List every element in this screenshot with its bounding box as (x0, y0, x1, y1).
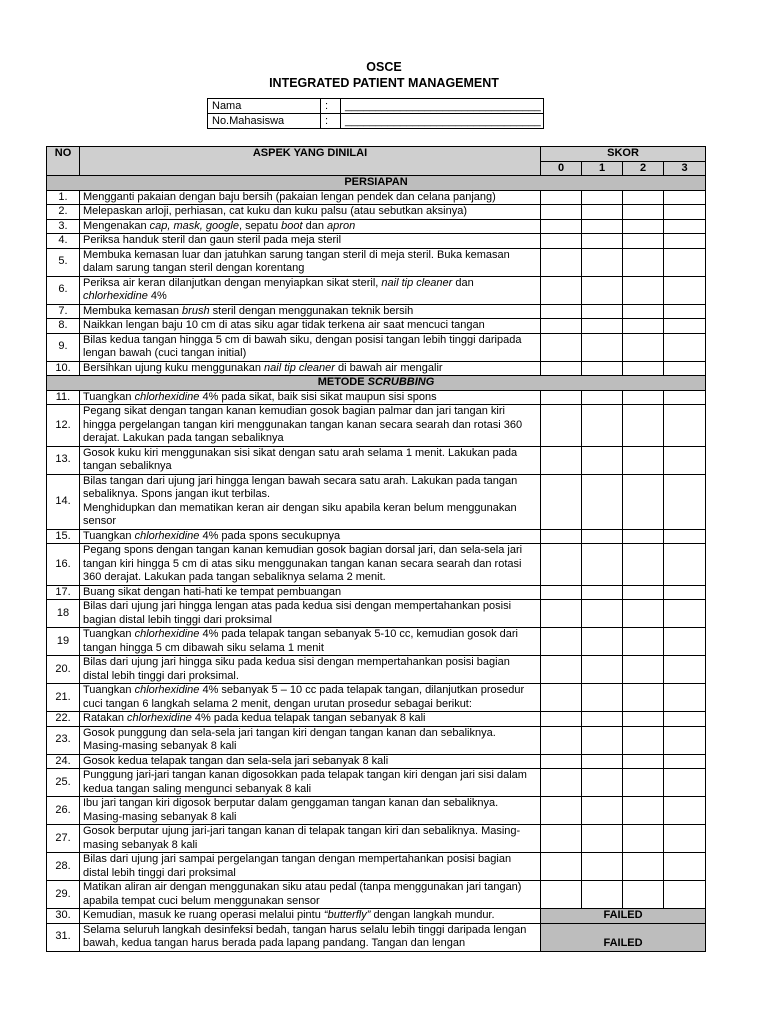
item-number: 21. (47, 684, 80, 712)
item-number: 16. (47, 544, 80, 586)
item-number: 22. (47, 712, 80, 727)
score-cell-0[interactable] (541, 219, 582, 234)
checklist-row (47, 923, 706, 951)
score-cell-2[interactable] (623, 405, 664, 447)
item-description: Naikkan lengan baju 10 cm di atas siku agar tidak terkena air saat mencuci tangan (80, 319, 541, 334)
score-cell-0[interactable] (541, 304, 582, 319)
item-description: Tuangkan chlorhexidine 4% sebanyak 5 – 10 cc pada telapak tangan, dilanjutkan prosedur cuci tangan 6 langkah selama 2 menit, dengan urutan prosedur sebagai berikut: (80, 684, 541, 712)
item-number: 3. (47, 219, 80, 234)
item-description: Melepaskan arloji, perhiasan, cat kuku dan kuku palsu (atau sebutkan aksinya) (80, 205, 541, 220)
item-description: Pegang spons dengan tangan kanan kemudian gosok bagian dorsal jari, dan sela-sela jari tangan kiri hingga 5 cm di atas siku menggunakan tangan kanan secara searah dan rotasi 360 derajat. Lakukan pada tangan sebaliknya selama 2 menit. (80, 544, 541, 586)
score-cell-2[interactable] (623, 544, 664, 586)
item-number: 12. (47, 405, 80, 447)
item-number: 18 (47, 600, 80, 628)
score-cell-0[interactable] (541, 684, 582, 712)
item-description: Matikan aliran air dengan menggunakan siku atau pedal (tanpa menggunakan jari tangan) apabila tempat cuci belum menggunakan sensor (80, 881, 541, 909)
score-cell-2[interactable] (623, 529, 664, 544)
score-cell-1[interactable] (582, 219, 623, 234)
score-cell-3[interactable] (664, 684, 706, 712)
checklist-row (47, 390, 706, 405)
item-number: 4. (47, 234, 80, 249)
score-cell-1[interactable] (582, 205, 623, 220)
checklist-row (47, 712, 706, 727)
item-number: 13. (47, 446, 80, 474)
checklist-row (47, 797, 706, 825)
column-header-score: SKOR (541, 147, 706, 162)
score-cell-1[interactable] (582, 656, 623, 684)
score-cell-1[interactable] (582, 446, 623, 474)
checklist-row (47, 881, 706, 909)
score-cell-0[interactable] (541, 726, 582, 754)
score-cell-2[interactable] (623, 248, 664, 276)
item-number: 29. (47, 881, 80, 909)
checklist-row (47, 205, 706, 220)
section-title: METODE SCRUBBING (47, 376, 706, 391)
score-cell-2[interactable] (623, 628, 664, 656)
score-cell-0[interactable] (541, 529, 582, 544)
score-cell-2[interactable] (623, 219, 664, 234)
item-description: Mengganti pakaian dengan baju bersih (pakaian lengan pendek dan celana panjang) (80, 190, 541, 205)
checklist-row (47, 684, 706, 712)
score-cell-0[interactable] (541, 825, 582, 853)
score-cell-2[interactable] (623, 234, 664, 249)
score-cell-1[interactable] (582, 190, 623, 205)
score-cell-2[interactable] (623, 304, 664, 319)
checklist-row (47, 600, 706, 628)
score-cell-1[interactable] (582, 276, 623, 304)
item-number: 1. (47, 190, 80, 205)
checklist-row (47, 190, 706, 205)
checklist-row (47, 769, 706, 797)
item-number: 11. (47, 390, 80, 405)
item-description: Tuangkan chlorhexidine 4% pada sikat, baik sisi sikat maupun sisi spons (80, 390, 541, 405)
score-cell-3[interactable] (664, 797, 706, 825)
score-cell-2[interactable] (623, 446, 664, 474)
item-description: Ratakan chlorhexidine 4% pada kedua telapak tangan sebanyak 8 kali (80, 712, 541, 727)
checklist-row (47, 909, 706, 924)
item-description: Bilas kedua tangan hingga 5 cm di bawah siku, dengan posisi tangan lebih tinggi daripada lengan bawah (cuci tangan initial) (80, 333, 541, 361)
item-number: 10. (47, 361, 80, 376)
score-cell-0[interactable] (541, 474, 582, 529)
checklist-row (47, 446, 706, 474)
score-header-3: 3 (664, 161, 706, 176)
score-cell-0[interactable] (541, 390, 582, 405)
score-cell-2[interactable] (623, 319, 664, 334)
item-description: Gosok kedua telapak tangan dan sela-sela jari sebanyak 8 kali (80, 754, 541, 769)
score-cell-2[interactable] (623, 205, 664, 220)
item-number: 26. (47, 797, 80, 825)
score-cell-0[interactable] (541, 544, 582, 586)
document-subtitle: INTEGRATED PATIENT MANAGEMENT (269, 76, 499, 90)
score-cell-2[interactable] (623, 190, 664, 205)
score-cell-0[interactable] (541, 319, 582, 334)
item-description: Periksa air keran dilanjutkan dengan menyiapkan sikat steril, nail tip cleaner dan chlorhexidine 4% (80, 276, 541, 304)
item-number: 23. (47, 726, 80, 754)
item-number: 6. (47, 276, 80, 304)
checklist-row (47, 361, 706, 376)
score-cell-1[interactable] (582, 797, 623, 825)
student-number-field[interactable]: ________________________________ (341, 114, 544, 129)
item-number: 30. (47, 909, 80, 924)
checklist-row (47, 319, 706, 334)
score-cell-2[interactable] (623, 276, 664, 304)
score-cell-3[interactable] (664, 726, 706, 754)
item-description: Selama seluruh langkah desinfeksi bedah, tangan harus selalu lebih tinggi daripada lengan bawah, kedua tangan harus berada pada lapang pandang. Tangan dan lengan (80, 923, 541, 951)
score-cell-3[interactable] (664, 276, 706, 304)
score-cell-1[interactable] (582, 726, 623, 754)
score-cell-3[interactable] (664, 304, 706, 319)
score-cell-0[interactable] (541, 600, 582, 628)
score-cell-3[interactable] (664, 333, 706, 361)
score-cell-1[interactable] (582, 600, 623, 628)
item-number: 24. (47, 754, 80, 769)
identity-label: Nama (208, 99, 321, 114)
score-cell-3[interactable] (664, 405, 706, 447)
identity-row-name (208, 99, 544, 114)
item-description: Bilas dari ujung jari hingga lengan atas pada kedua sisi dengan mempertahankan posisi bagian distal lebih tinggi dari proksimal (80, 600, 541, 628)
item-number: 5. (47, 248, 80, 276)
score-cell-3[interactable] (664, 769, 706, 797)
score-cell-1[interactable] (582, 529, 623, 544)
name-field[interactable]: ________________________________ (341, 99, 544, 114)
item-description: Mengenakan cap, mask, google, sepatu boot dan apron (80, 219, 541, 234)
score-cell-3[interactable] (664, 234, 706, 249)
checklist-row (47, 825, 706, 853)
checklist-row (47, 656, 706, 684)
item-description: Membuka kemasan luar dan jatuhkan sarung tangan steril di meja steril. Buka kemasan dalam sarung tangan steril dengan korentang (80, 248, 541, 276)
score-cell-3[interactable] (664, 853, 706, 881)
score-cell-3[interactable] (664, 600, 706, 628)
score-cell-2[interactable] (623, 333, 664, 361)
score-cell-0[interactable] (541, 405, 582, 447)
item-number: 31. (47, 923, 80, 951)
item-number: 20. (47, 656, 80, 684)
score-cell-0[interactable] (541, 234, 582, 249)
identity-label: No.Mahasiswa (208, 114, 321, 129)
score-cell-2[interactable] (623, 881, 664, 909)
item-number: 19 (47, 628, 80, 656)
score-cell-3[interactable] (664, 881, 706, 909)
item-number: 27. (47, 825, 80, 853)
score-cell-0[interactable] (541, 853, 582, 881)
score-cell-2[interactable] (623, 769, 664, 797)
checklist-row (47, 219, 706, 234)
checklist-row (47, 304, 706, 319)
score-cell-3[interactable] (664, 248, 706, 276)
score-cell-1[interactable] (582, 769, 623, 797)
failed-marker: FAILED (541, 909, 706, 924)
item-description: Punggung jari-jari tangan kanan digosokkan pada telapak tangan kiri dengan jari sisi dalam kedua tangan saling mengunci sebanyak 8 kali (80, 769, 541, 797)
item-number: 9. (47, 333, 80, 361)
assessment-table (46, 146, 706, 952)
score-cell-3[interactable] (664, 219, 706, 234)
score-cell-0[interactable] (541, 712, 582, 727)
checklist-row (47, 474, 706, 529)
score-cell-2[interactable] (623, 754, 664, 769)
document-title: OSCE (366, 60, 402, 74)
item-description: Bilas dari ujung jari sampai pergelangan tangan dengan mempertahankan posisi bagian distal lebih tinggi dari proksimal (80, 853, 541, 881)
score-cell-3[interactable] (664, 319, 706, 334)
score-cell-0[interactable] (541, 276, 582, 304)
score-cell-1[interactable] (582, 390, 623, 405)
column-header-no: NO (47, 147, 80, 176)
score-cell-0[interactable] (541, 361, 582, 376)
score-cell-0[interactable] (541, 656, 582, 684)
item-description: Gosok berputar ujung jari-jari tangan kanan di telapak tangan kiri dan sebaliknya. Masing-masing sebanyak 8 kali (80, 825, 541, 853)
score-cell-0[interactable] (541, 797, 582, 825)
score-cell-2[interactable] (623, 361, 664, 376)
item-number: 8. (47, 319, 80, 334)
item-description: Periksa handuk steril dan gaun steril pada meja steril (80, 234, 541, 249)
score-cell-2[interactable] (623, 684, 664, 712)
score-cell-1[interactable] (582, 881, 623, 909)
score-cell-3[interactable] (664, 754, 706, 769)
score-cell-3[interactable] (664, 544, 706, 586)
item-description: Bilas tangan dari ujung jari hingga lengan bawah secara satu arah. Lakukan pada tangan sebaliknya. Spons jangan ikut terbilas. Menghidupkan dan mematikan keran air dengan siku apabila keran belum menggunakan sensor (80, 474, 541, 529)
item-description: Buang sikat dengan hati-hati ke tempat pembuangan (80, 585, 541, 600)
item-description: Ibu jari tangan kiri digosok berputar dalam genggaman tangan kanan dan sebaliknya. Masing-masing sebanyak 8 kali (80, 797, 541, 825)
item-description: Tuangkan chlorhexidine 4% pada spons secukupnya (80, 529, 541, 544)
item-number: 2. (47, 205, 80, 220)
score-cell-2[interactable] (623, 726, 664, 754)
score-cell-0[interactable] (541, 585, 582, 600)
score-cell-1[interactable] (582, 544, 623, 586)
checklist-row (47, 248, 706, 276)
checklist-row (47, 529, 706, 544)
score-cell-3[interactable] (664, 361, 706, 376)
score-cell-3[interactable] (664, 712, 706, 727)
score-cell-3[interactable] (664, 825, 706, 853)
item-number: 7. (47, 304, 80, 319)
item-number: 15. (47, 529, 80, 544)
score-cell-3[interactable] (664, 205, 706, 220)
score-cell-1[interactable] (582, 234, 623, 249)
item-description: Pegang sikat dengan tangan kanan kemudian gosok bagian palmar dan jari tangan kiri hingga pergelangan tangan kiri menggunakan tangan kanan secara searah dan rotasi 360 derajat. Lakukan pada tangan sebaliknya (80, 405, 541, 447)
score-header-2: 2 (623, 161, 664, 176)
score-cell-3[interactable] (664, 446, 706, 474)
score-cell-1[interactable] (582, 628, 623, 656)
section-row (47, 176, 706, 191)
score-cell-1[interactable] (582, 754, 623, 769)
item-number: 25. (47, 769, 80, 797)
score-cell-1[interactable] (582, 825, 623, 853)
item-number: 17. (47, 585, 80, 600)
score-cell-1[interactable] (582, 684, 623, 712)
score-cell-2[interactable] (623, 712, 664, 727)
score-cell-1[interactable] (582, 248, 623, 276)
score-cell-3[interactable] (664, 474, 706, 529)
score-cell-1[interactable] (582, 585, 623, 600)
checklist-row (47, 544, 706, 586)
score-cell-0[interactable] (541, 248, 582, 276)
score-cell-2[interactable] (623, 600, 664, 628)
checklist-row (47, 234, 706, 249)
score-cell-2[interactable] (623, 390, 664, 405)
score-cell-2[interactable] (623, 797, 664, 825)
section-title: PERSIAPAN (47, 176, 706, 191)
score-cell-2[interactable] (623, 474, 664, 529)
column-header-aspect: ASPEK YANG DINILAI (80, 147, 541, 176)
item-description: Gosok kuku kiri menggunakan sisi sikat dengan satu arah selama 1 menit. Lakukan pada tangan sebaliknya (80, 446, 541, 474)
score-header-0: 0 (541, 161, 582, 176)
identity-row-student-number (208, 114, 544, 129)
score-cell-0[interactable] (541, 333, 582, 361)
score-cell-0[interactable] (541, 190, 582, 205)
checklist-row (47, 726, 706, 754)
item-description: Membuka kemasan brush steril dengan menggunakan teknik bersih (80, 304, 541, 319)
score-cell-3[interactable] (664, 585, 706, 600)
score-cell-3[interactable] (664, 529, 706, 544)
score-cell-1[interactable] (582, 474, 623, 529)
score-cell-0[interactable] (541, 754, 582, 769)
section-row (47, 376, 706, 391)
score-cell-2[interactable] (623, 585, 664, 600)
score-cell-0[interactable] (541, 881, 582, 909)
item-description: Gosok punggung dan sela-sela jari tangan kiri dengan tangan kanan dan sebaliknya. Masing-masing sebanyak 8 kali (80, 726, 541, 754)
score-cell-3[interactable] (664, 390, 706, 405)
checklist-row (47, 853, 706, 881)
checklist-row (47, 276, 706, 304)
score-cell-3[interactable] (664, 190, 706, 205)
score-cell-0[interactable] (541, 628, 582, 656)
identity-separator: : (321, 99, 341, 114)
score-header-1: 1 (582, 161, 623, 176)
score-cell-2[interactable] (623, 853, 664, 881)
score-cell-1[interactable] (582, 304, 623, 319)
checklist-row (47, 585, 706, 600)
score-cell-3[interactable] (664, 628, 706, 656)
item-description: Tuangkan chlorhexidine 4% pada telapak tangan sebanyak 5-10 cc, kemudian gosok dari tangan hingga 5 cm dibawah siku selama 1 menit (80, 628, 541, 656)
item-description: Bilas dari ujung jari hingga siku pada kedua sisi dengan mempertahankan posisi bagian distal lebih tinggi dari proksimal. (80, 656, 541, 684)
score-cell-2[interactable] (623, 825, 664, 853)
student-identity-table (207, 98, 544, 129)
item-number: 28. (47, 853, 80, 881)
score-cell-3[interactable] (664, 656, 706, 684)
score-cell-1[interactable] (582, 319, 623, 334)
checklist-row (47, 628, 706, 656)
score-cell-0[interactable] (541, 769, 582, 797)
failed-marker: FAILED (541, 923, 706, 951)
score-cell-2[interactable] (623, 656, 664, 684)
header-row (47, 147, 706, 162)
score-cell-1[interactable] (582, 853, 623, 881)
checklist-row (47, 405, 706, 447)
score-cell-0[interactable] (541, 446, 582, 474)
score-cell-1[interactable] (582, 712, 623, 727)
item-description: Bersihkan ujung kuku menggunakan nail tip cleaner di bawah air mengalir (80, 361, 541, 376)
score-cell-0[interactable] (541, 205, 582, 220)
checklist-row (47, 333, 706, 361)
score-cell-1[interactable] (582, 405, 623, 447)
item-description: Kemudian, masuk ke ruang operasi melalui pintu “butterfly” dengan langkah mundur. (80, 909, 541, 924)
identity-separator: : (321, 114, 341, 129)
score-cell-1[interactable] (582, 361, 623, 376)
checklist-row (47, 754, 706, 769)
item-number: 14. (47, 474, 80, 529)
score-cell-1[interactable] (582, 333, 623, 361)
